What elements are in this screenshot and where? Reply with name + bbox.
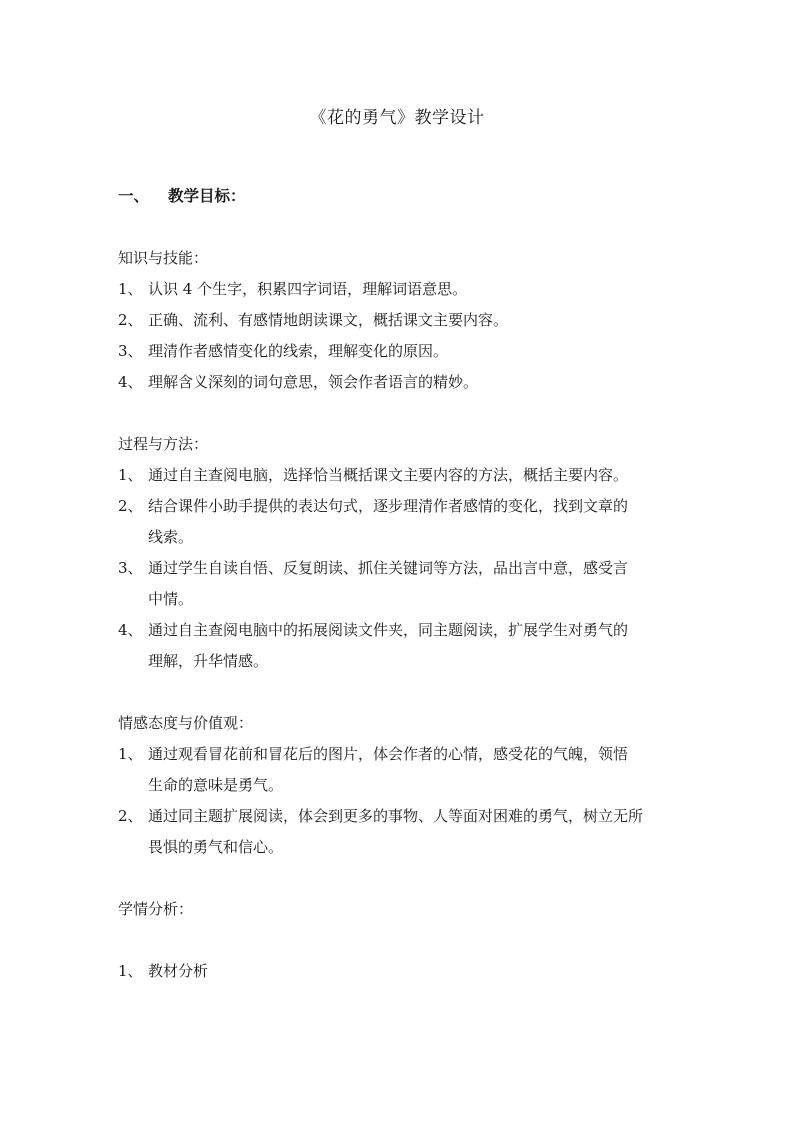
list-item: [118, 743, 628, 765]
list-item-continuation: 线索。: [148, 528, 194, 546]
list-item-number: 1、: [118, 466, 143, 484]
list-item: [118, 805, 643, 827]
list-item-number: 3、: [118, 342, 143, 360]
list-item-text: 通过同主题扩展阅读，体会到更多的事物、人等面对困难的勇气，树立无所: [148, 807, 644, 825]
list-item: [118, 371, 478, 393]
subheading-knowledge-skills: 知识与技能：: [118, 249, 209, 267]
list-item-text: 通过学生自读自悟、反复朗读、抓住关键词等方法，品出言中意，感受言: [148, 559, 629, 577]
subheading-learning-analysis: 学情分析：: [118, 900, 194, 918]
list-item-text: 教材分析: [148, 962, 209, 980]
list-item-text: 理清作者感情变化的线索，理解变化的原因。: [148, 342, 449, 360]
list-item-text: 通过观看冒花前和冒花后的图片，体会作者的心情，感受花的气魄，领悟: [148, 745, 629, 763]
list-item: [118, 557, 628, 579]
subheading-process-methods: 过程与方法：: [118, 435, 209, 453]
list-item: [118, 960, 208, 982]
list-item-text: 正确、流利、有感情地朗读课文，概括课文主要内容。: [148, 311, 509, 329]
list-item-number: 3、: [118, 559, 143, 577]
list-item: [118, 619, 628, 641]
list-item: [118, 278, 467, 300]
section-number: 一、: [118, 186, 150, 205]
subheading-emotion-values: 情感态度与价值观：: [118, 714, 254, 732]
list-item-number: 1、: [118, 962, 143, 980]
list-item: [118, 309, 508, 331]
list-item: [118, 495, 628, 517]
list-item-number: 1、: [118, 745, 143, 763]
section-heading-teaching-goals: [118, 184, 246, 208]
list-item-text: 通过自主查阅电脑，选择恰当概括课文主要内容的方法，概括主要内容。: [148, 466, 629, 484]
list-item-number: 4、: [118, 621, 143, 639]
list-item: [118, 464, 628, 486]
section-heading-text: 教学目标：: [168, 186, 246, 205]
list-item-continuation: 中情。: [148, 590, 194, 608]
document-title: 《花的勇气》教学设计: [309, 108, 485, 128]
list-item-number: 1、: [118, 280, 143, 298]
list-item-number: 4、: [118, 373, 143, 391]
list-item-number: 2、: [118, 807, 143, 825]
list-item-continuation: 理解，升华情感。: [148, 652, 269, 670]
list-item-text: 通过自主查阅电脑中的拓展阅读文件夹，同主题阅读，扩展学生对勇气的: [148, 621, 629, 639]
list-item-text: 认识 4 个生字，积累四字词语，理解词语意思。: [148, 280, 468, 298]
list-item-number: 2、: [118, 311, 143, 329]
list-item-number: 2、: [118, 497, 143, 515]
list-item-continuation: 生命的意味是勇气。: [148, 776, 284, 794]
list-item-text: 结合课件小助手提供的表达句式，逐步理清作者感情的变化，找到文章的: [148, 497, 629, 515]
list-item-continuation: 畏惧的勇气和信心。: [148, 838, 284, 856]
list-item: [118, 340, 448, 362]
list-item-text: 理解含义深刻的词句意思，领会作者语言的精妙。: [148, 373, 479, 391]
